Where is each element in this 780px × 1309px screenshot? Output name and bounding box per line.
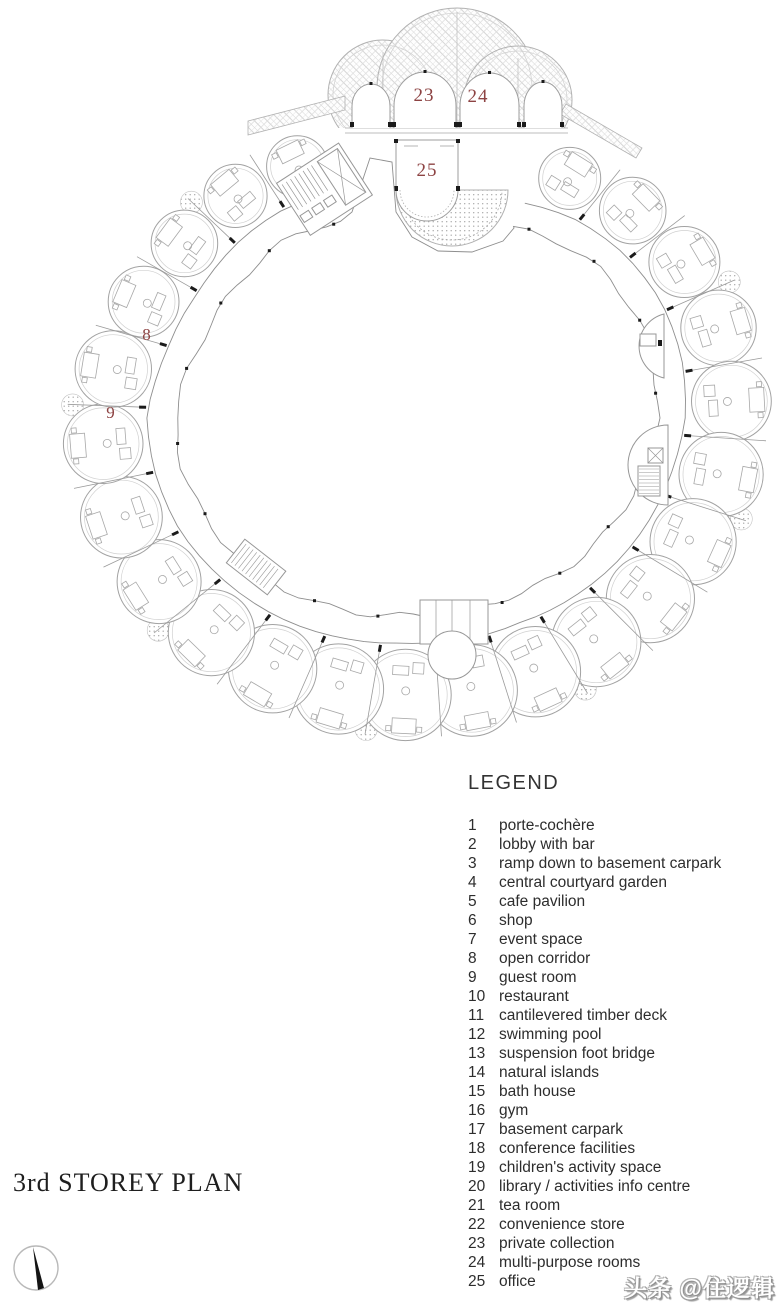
legend-item-number: 12 — [468, 1026, 486, 1043]
plan-number-label: 9 — [106, 403, 116, 422]
legend-item-number: 18 — [468, 1140, 486, 1157]
legend-item-label: tea room — [499, 1197, 561, 1214]
legend-item-label: central courtyard garden — [499, 874, 668, 891]
plan-number-label: 25 — [416, 160, 438, 181]
legend-item — [468, 1158, 776, 1177]
legend-item-label: restaurant — [499, 988, 569, 1005]
north-arrow-icon — [12, 1244, 62, 1294]
guest-room-pod — [75, 331, 151, 407]
legend-item — [468, 873, 776, 892]
legend-item — [468, 835, 776, 854]
legend-item-number: 8 — [468, 950, 477, 967]
legend-item — [468, 1196, 776, 1215]
legend-item-number: 20 — [468, 1178, 486, 1195]
legend-item-label: open corridor — [499, 950, 591, 967]
legend-item-number: 4 — [468, 874, 477, 891]
legend-item-number: 7 — [468, 931, 477, 948]
legend-item-number: 5 — [468, 893, 477, 910]
legend-item — [468, 816, 776, 835]
guest-room-pod — [681, 290, 756, 365]
guest-room-pod — [63, 404, 143, 484]
legend-item-label: suspension foot bridge — [499, 1045, 655, 1062]
legend-item-number: 22 — [468, 1216, 486, 1233]
legend-item-number: 24 — [468, 1254, 486, 1271]
legend-item — [468, 854, 776, 873]
legend-item — [468, 1006, 776, 1025]
legend-item-number: 23 — [468, 1235, 486, 1252]
legend-item-number: 11 — [468, 1007, 485, 1024]
legend-item-label: event space — [499, 931, 583, 948]
legend-item-number: 16 — [468, 1102, 486, 1119]
legend-item-label: natural islands — [499, 1064, 599, 1081]
plan-number-label: 24 — [467, 86, 489, 107]
legend-item-number: 9 — [468, 969, 477, 986]
legend-item-label: library / activities info centre — [499, 1178, 691, 1195]
watermark: 头条 @住逻辑 — [624, 1275, 775, 1301]
legend-item-number: 6 — [468, 912, 477, 929]
legend-item — [468, 1120, 776, 1139]
legend-item-number: 19 — [468, 1159, 486, 1176]
plan-number-label: 8 — [142, 325, 152, 344]
legend-item-number: 2 — [468, 836, 477, 853]
legend-item — [468, 1082, 776, 1101]
guest-room-pod — [539, 147, 601, 209]
legend-item — [468, 987, 776, 1006]
legend-item — [468, 1044, 776, 1063]
legend-item-number: 14 — [468, 1064, 486, 1081]
legend-list — [468, 816, 776, 1291]
legend-item-label: multi-purpose rooms — [499, 1254, 641, 1271]
legend-item-label: gym — [499, 1102, 529, 1119]
legend-item — [468, 911, 776, 930]
legend-item — [468, 1101, 776, 1120]
legend-item — [468, 892, 776, 911]
legend-item-number: 17 — [468, 1121, 486, 1138]
legend-item — [468, 930, 776, 949]
legend-item-label: porte-cochère — [499, 817, 595, 834]
legend-item-label: guest room — [499, 969, 577, 986]
legend-item — [468, 1177, 776, 1196]
legend-item — [468, 1025, 776, 1044]
legend-item-label: ramp down to basement carpark — [499, 855, 722, 872]
legend-item-label: swimming pool — [499, 1026, 602, 1043]
legend-item — [468, 1139, 776, 1158]
legend-item-label: cantilevered timber deck — [499, 1007, 667, 1024]
legend-item — [468, 1063, 776, 1082]
legend-item-number: 25 — [468, 1273, 486, 1290]
plan-number-label: 23 — [413, 85, 435, 106]
legend-item — [468, 1234, 776, 1253]
legend-item — [468, 968, 776, 987]
legend-item-number: 21 — [468, 1197, 486, 1214]
guest-room-pod — [81, 476, 163, 558]
legend-item-label: bath house — [499, 1083, 576, 1100]
legend-heading: LEGEND — [468, 772, 560, 794]
legend-item-label: basement carpark — [499, 1121, 624, 1138]
legend-item-number: 13 — [468, 1045, 486, 1062]
legend-item-label: conference facilities — [499, 1140, 636, 1157]
guest-room-pod — [151, 210, 218, 277]
legend-item-label: shop — [499, 912, 533, 929]
legend-item-label: office — [499, 1273, 536, 1290]
legend-item-label: cafe pavilion — [499, 893, 586, 910]
legend-item-label: children's activity space — [499, 1159, 662, 1176]
legend-item-number: 15 — [468, 1083, 486, 1100]
guest-room-pod — [692, 361, 772, 441]
legend-item-label: private collection — [499, 1235, 615, 1252]
legend-item-number: 1 — [468, 817, 477, 834]
guest-room-pod — [649, 227, 720, 298]
legend-item-number: 10 — [468, 988, 486, 1005]
guest-room-pod — [204, 164, 267, 227]
guest-room-pod — [599, 177, 666, 244]
legend-item-label: convenience store — [499, 1216, 625, 1233]
plan-title: 3rd STOREY PLAN — [13, 1168, 244, 1197]
legend-item-label: lobby with bar — [499, 836, 595, 853]
legend-item — [468, 949, 776, 968]
legend-item — [468, 1215, 776, 1234]
legend-item-number: 3 — [468, 855, 477, 872]
